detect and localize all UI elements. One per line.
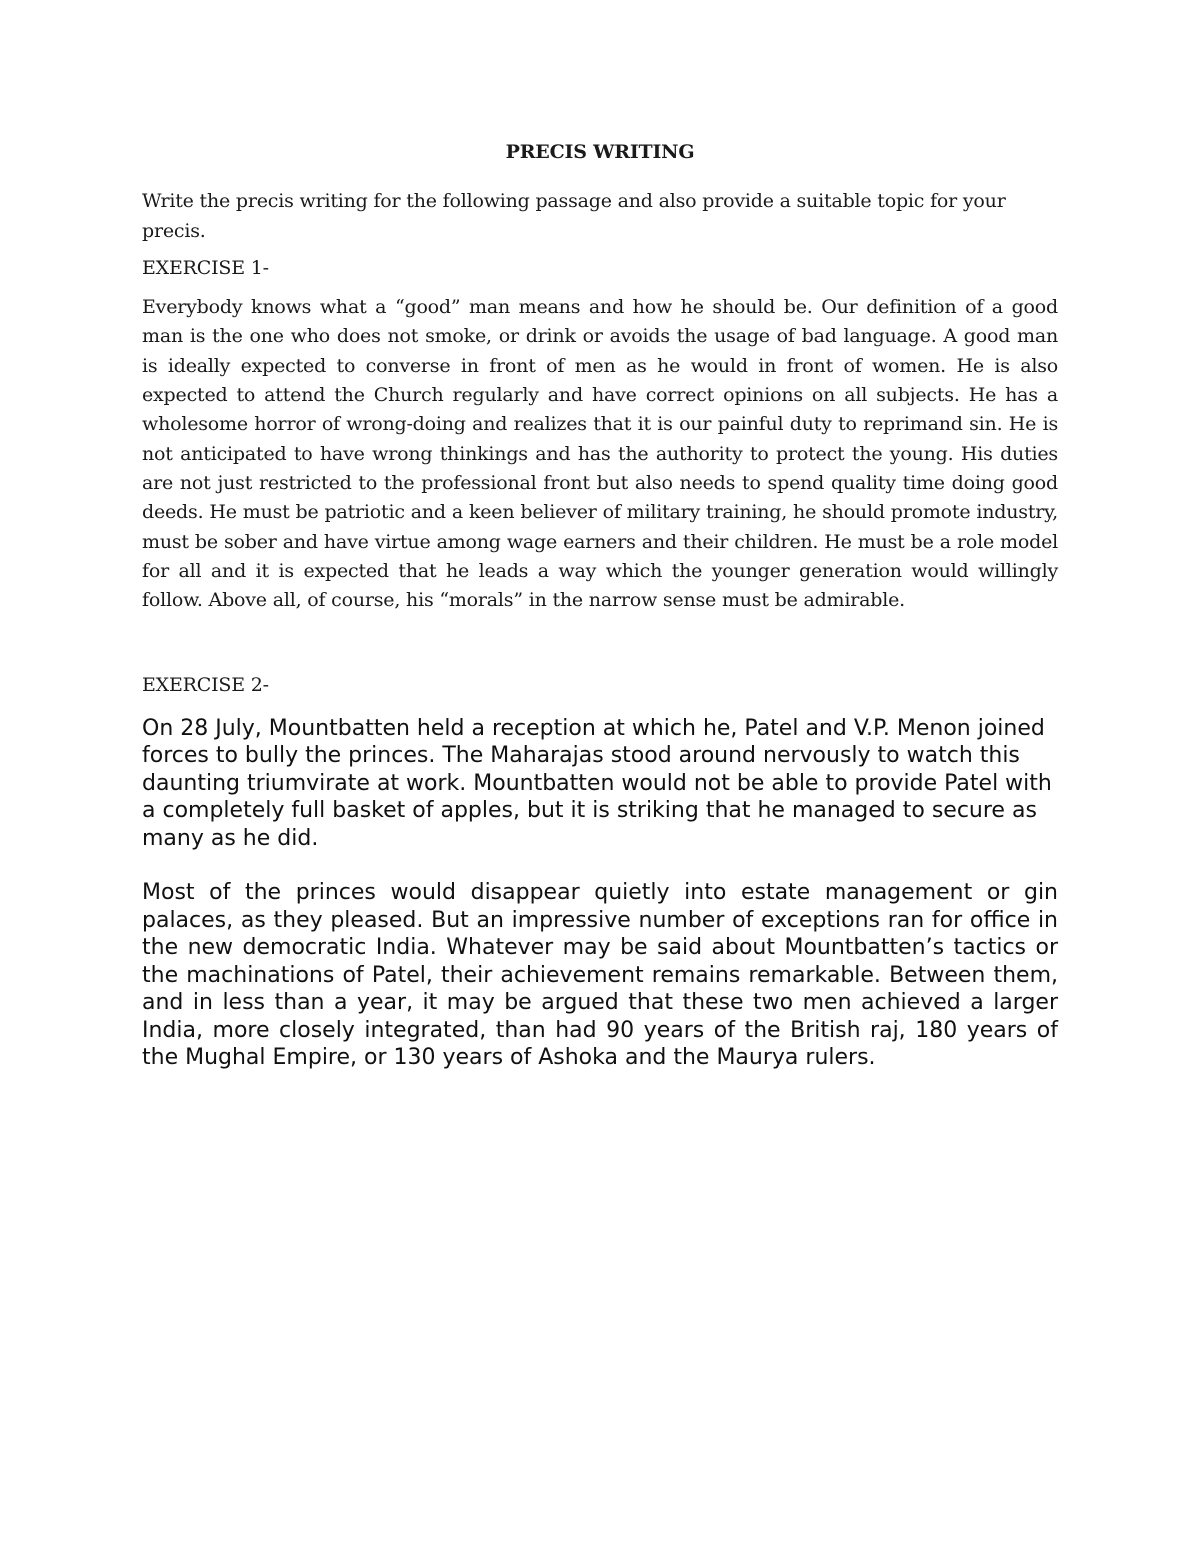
exercise-1-heading: EXERCISE 1- <box>142 256 269 279</box>
page-title: PRECIS WRITING <box>505 141 695 163</box>
exercise-1-passage: Everybody knows what a “good” man means and how he should be. Our definition of a good man is the one who does not smoke, or drink or avoids the usage of bad language. A good man is ideally expected to converse in front of men as he would in front of women. He is also expected to attend the Church regularly and have correct opinions on all subjects. He has a wholesome horror of wrong-doing and realizes that it is our painful duty to reprimand sin. He is not anticipated to have wrong thinkings and has the authority to protect the young. His duties are not just restricted to the professional front but also needs to spend quality time doing good deeds. He must be patriotic and a keen believer of military training, he should promote industry, must be sober and have virtue among wage earners and their children. He must be a role model for all and it is expected that he leads a way which the younger generation would willingly follow. Above all, of course, his “morals” in the narrow sense must be admirable. <box>142 296 1058 612</box>
exercise-2-paragraph-2: Most of the princes would disappear quietly into estate management or gin palaces, as they pleased. But an impressive number of exceptions ran for office in the new democratic India. Whatever may be said about Mountbatten’s tactics or the machinations of Patel, their achievement remains remarkable. Between them, and in less than a year, it may be argued that these two men achieved a larger India, more closely integrated, than had 90 years of the British raj, 180 years of the Mughal Empire, or 130 years of Ashoka and the Maurya rulers. <box>142 880 1058 1071</box>
instruction-text: Write the precis writing for the following passage and also provide a suitable topic for your precis. <box>142 190 1006 242</box>
exercise-2-heading: EXERCISE 2- <box>142 674 269 697</box>
exercise-2-paragraph-1: On 28 July, Mountbatten held a reception at which he, Patel and V.P. Menon joined forces to bully the princes. The Maharajas stood around nervously to watch this daunting triumvirate at work. Mountbatten would not be able to provide Patel with a completely full basket of apples, but it is striking that he managed to secure as many as he did. <box>142 715 1052 851</box>
exercise-2-section <box>142 671 1058 1071</box>
document-body <box>142 138 1058 1072</box>
exercise-1-section <box>142 254 1058 616</box>
